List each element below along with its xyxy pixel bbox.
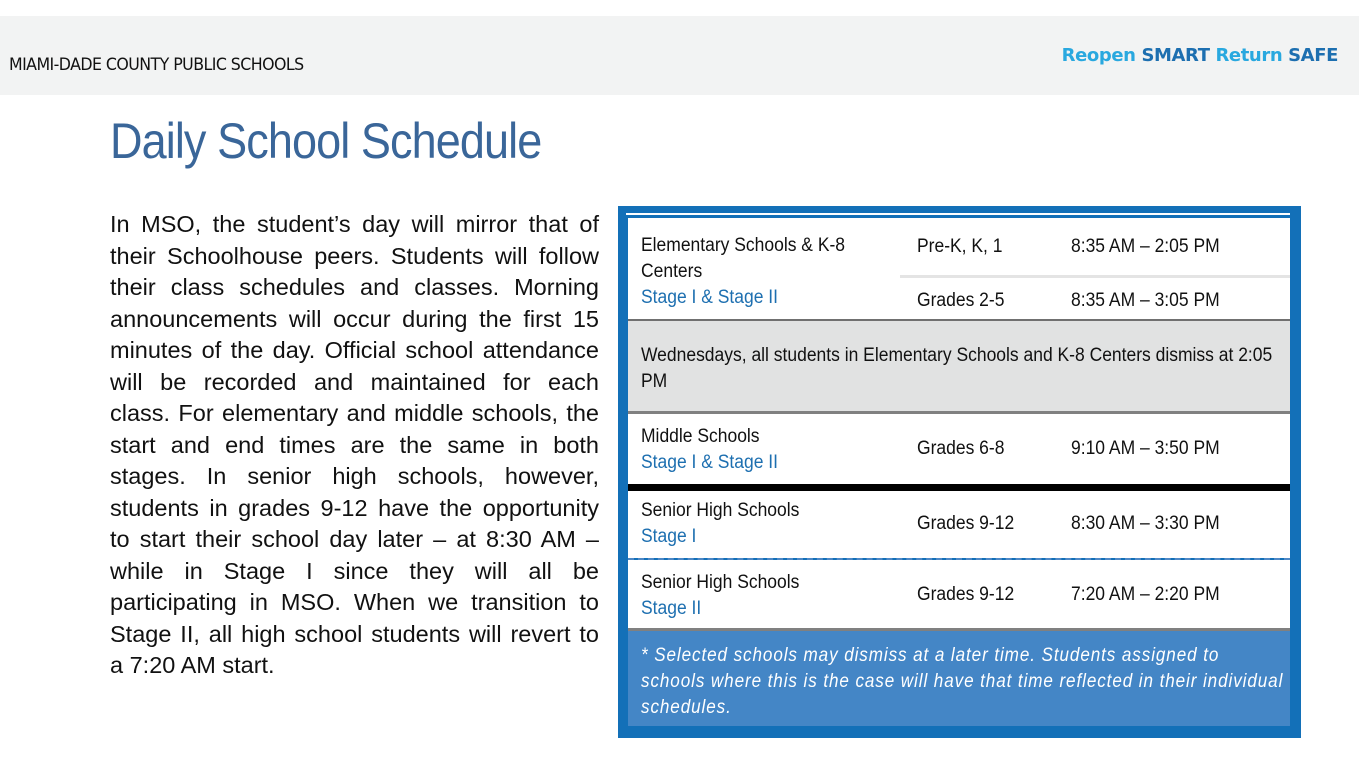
- table-row-senior-stage1: [628, 491, 1290, 558]
- stage-label: Stage I: [641, 526, 697, 547]
- footnote-text: * Selected schools may dismiss at a later time. Students assigned to schools where this is the case will have that time reflected in their individual schedules.: [641, 645, 1284, 718]
- time-cell: 9:10 AM – 3:50 PM: [1071, 438, 1220, 459]
- page-title: Daily School Schedule: [110, 113, 542, 169]
- time-cell: 8:35 AM – 3:05 PM: [1071, 290, 1220, 311]
- footnote-box: [628, 631, 1290, 726]
- school-name-cell: [641, 570, 799, 622]
- table-row-elementary: [628, 218, 1290, 319]
- row-divider: [900, 275, 1290, 278]
- time-cell: 8:35 AM – 2:05 PM: [1071, 236, 1220, 257]
- grades-cell: Grades 2-5: [917, 290, 1005, 311]
- body-paragraph: In MSO, the student’s day will mirror that of their Schoolhouse peers. Students will follow their class schedules and classes. Morning announcements will occur during the first 15 minutes of the day. Official school attendance will be recorded and maintained for each class. For elementary and middle schools, the start and end times are the same in both stages. In senior high schools, however, students in grades 9-12 have the opportunity to start their school day later – at 8:30 AM – while in Stage I since they will all be participating in MSO. When we transition to Stage II, all high school students will revert to a 7:20 AM start.: [110, 211, 599, 678]
- school-name: Middle Schools: [641, 426, 760, 447]
- school-name-cell: [641, 233, 871, 311]
- section-divider: [628, 484, 1290, 491]
- school-name-cell: [641, 498, 799, 550]
- stage-label: Stage II: [641, 598, 702, 619]
- organization-name: MIAMI-DADE COUNTY PUBLIC SCHOOLS: [9, 55, 304, 75]
- table-row-senior-stage2: [628, 560, 1290, 631]
- school-name-cell: [641, 424, 778, 476]
- grades-cell: Grades 9-12: [917, 584, 1015, 605]
- time-cell: 7:20 AM – 2:20 PM: [1071, 584, 1220, 605]
- tagline-return: Return: [1215, 45, 1283, 66]
- grades-cell: Pre-K, K, 1: [917, 236, 1003, 257]
- stage-label: Stage I & Stage II: [641, 452, 779, 473]
- tagline-smart: SMART: [1141, 45, 1210, 66]
- time-cell: 8:30 AM – 3:30 PM: [1071, 513, 1220, 534]
- tagline-safe: SAFE: [1288, 45, 1338, 66]
- school-name: Senior High Schools: [641, 572, 800, 593]
- wednesday-note-row: [628, 319, 1290, 414]
- school-name: Senior High Schools: [641, 500, 800, 521]
- frame-inner-line: [626, 213, 1290, 215]
- grades-cell: Grades 9-12: [917, 513, 1015, 534]
- grades-cell: Grades 6-8: [917, 438, 1005, 459]
- stage-label: Stage I & Stage II: [641, 287, 779, 308]
- schedule-table: [618, 206, 1301, 738]
- tagline-reopen: Reopen: [1061, 45, 1136, 66]
- school-name: Elementary Schools & K-8 Centers: [641, 235, 846, 282]
- tagline: [1062, 45, 1338, 66]
- wednesday-note: Wednesdays, all students in Elementary Schools and K-8 Centers dismiss at 2:05 PM: [641, 345, 1273, 392]
- table-row-middle: [628, 414, 1290, 484]
